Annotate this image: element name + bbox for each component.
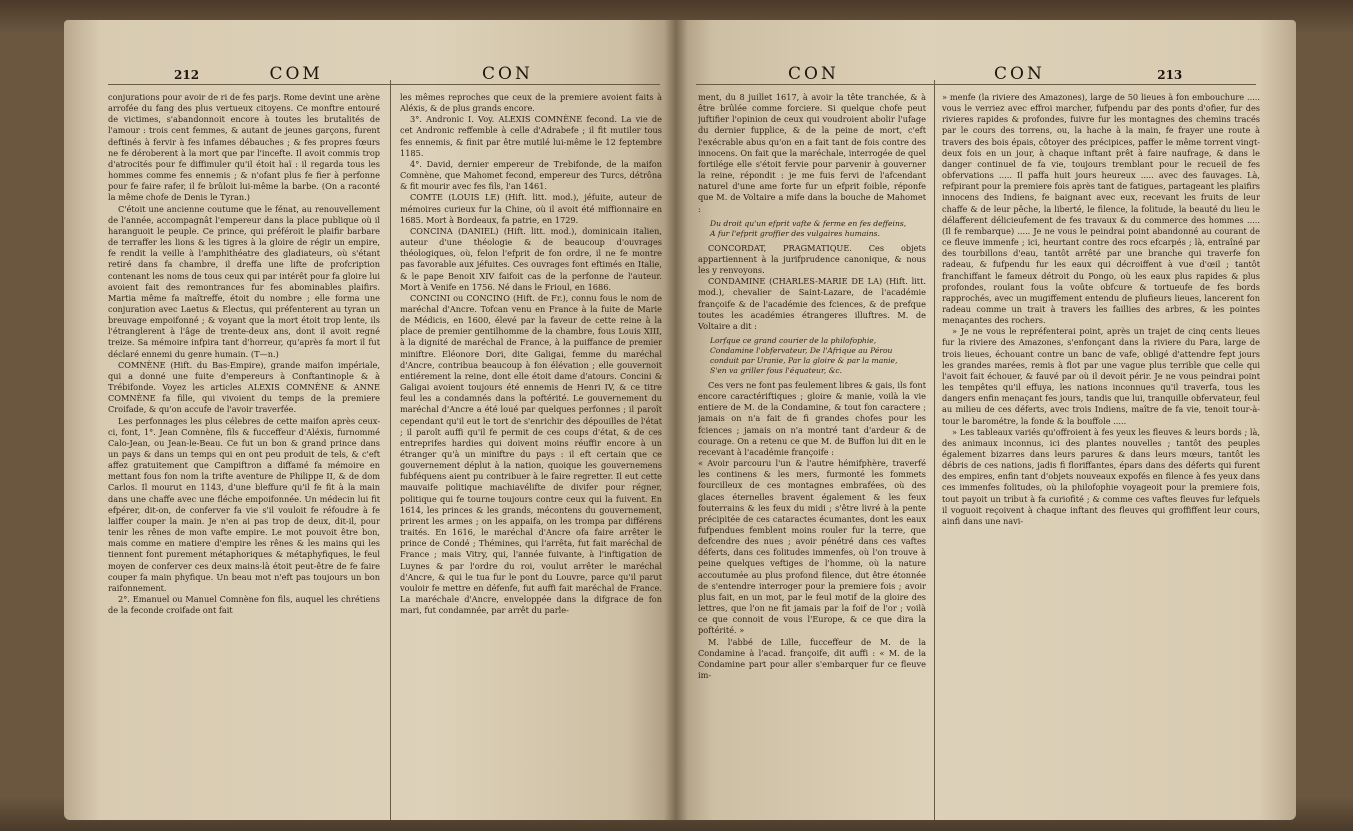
paragraph: 4°. David, dernier empereur de Trebifonde, de la maifon Comnène, que Mahomet fecond, empereur des Turcs, détrôna & fit mourir avec fes fils, l'an 1461. [400,158,662,192]
right-column-2 [942,92,1260,820]
right-column-1 [698,92,926,820]
left-header-rule [108,84,660,85]
right-page-number: 213 [1157,68,1183,82]
paragraph: CONCORDAT, PRAGMATIQUE. Ces objets appartiennent à la jurifprudence canonique, & nous les y renvoyons. [698,242,926,276]
paragraph: les mêmes reproches que ceux de la premiere avoient faits à Aléxis, & de plus grands encore. [400,92,662,114]
left-column-separator [390,80,391,820]
right-page [676,20,1296,820]
left-header-word-1: COM [269,64,323,84]
paragraph: M. l'abbé de Lille, fucceffeur de M. de la Condamine à l'acad. françoife, dit auffi : « M. de la Condamine part pour aller s'embarquer fur ce fleuve im- [698,636,926,681]
left-header-word-2: CON [482,64,533,84]
right-page-header [994,64,1182,84]
paragraph: conjurations pour avoir de ri de fes parjs. Rome devint une arène arrofée du fang des plus vertueux citoyens. Ce monftre entouré de victimes, s'abandonnoit encore à toutes les brutalités de l'amour : trois cent femmes, & autant de jeunes garçons, furent deftinés à fervir à fes infames débauches ; & fes propres fœurs ne fe déroberent à la mort que par l'incefte. Il avoit commis trop d'atrocités pour fe diffimuler qu'il étoit haï : il regarda tous les hommes comme fes ennemis ; & n'ofant plus fe fier à perfonne pour fe faire rafer, il fe brûloit lui-même la barbe. (On a raconté la même chofe de Denis le Tyran.) [108,92,380,203]
verse-quote: Lorfque ce grand courier de la philofophie, Condamine l'obfervateur, De l'Afrique au Pérou conduit par Uranie, Par la gloire & par la manie, S'en va griller fous l'équateur, &c. [710,335,898,375]
paragraph: Ces vers ne font pas feulement libres & gais, ils font encore caractériftiques ; gloire & manie, voilà la vie entiere de M. de la Condamine, & tout fon caractere ; jamais on n'a fait de fi grandes chofes pour les fciences ; jamais on n'a montré tant d'ardeur & de courage. On a retenu ce que M. de Buffon lui dit en le recevant à l'académie françoife : [698,379,926,457]
verse-quote: Du droit qu'un efprit vafte & ferme en fes deffeins, A fur l'efprit groffier des vulgaires humains. [710,218,907,238]
right-column-separator [934,80,935,820]
left-page-number: 212 [174,68,200,82]
left-column-1 [108,92,380,820]
paragraph: 2°. Emanuel ou Manuel Comnène fon fils, auquel les chrétiens de la feconde croifade ont fait [108,594,380,616]
quote-paragraph: » Les tableaux variés qu'offroient à fes yeux les fleuves & leurs bords ; là, des animaux inconnus, ici des plantes nouvelles ; tantôt des peuples également bizarres dans leurs parures & dans leurs mœurs, tantôt les débris de ces nations, jadis fi floriffantes, épars dans des déferts qui furent des empires, enfin tant d'objets nouveaux expofés en filence à fes yeux dans ces immenfes folitudes, où la philofophie voyageoit pour la premiere fois, tout payoit un tribut à fa curiofité ; & comme ces vaftes fleuves fur lefquels il voguoit reçoivent à chaque inftant des fleuves qui groffiffent leur cours, ainfi dans une navi- [942,426,1260,526]
paragraph: CONDAMINE (CHARLES-MARIE DE LA) (Hift. litt. mod.), chevalier de Saint-Lazare, de l'académie françoife & de l'académie des fciences, & de prefque toutes les académies étrangeres illuftres. M. de Voltaire a dit : [698,276,926,331]
right-header-word-2: CON [994,64,1045,84]
left-column-2 [400,92,662,820]
right-header-rule [696,84,1256,85]
paragraph: C'étoit une ancienne coutume que le fénat, au renouvellement de l'année, accompagnât l'empereur dans la place publique où il haranguoit le peuple. Ce prince, qui préféroit le plaifir barbare de terraffer les lions & les tigres à la gloire de régir un empire, fe rendit la veille à l'amphithéatre des gladiateurs, où s'étant retiré dans fa chambre, il dreffa une lifte de profcription contenant les noms de tous ceux qui par intérêt pour fa gloire lui avoient fait des remontrances fur fes abominables plaifirs. Martia même fa maîtreffe, étoit du nombre ; elle forma une conjuration avec Laetus & Electus, qui préfenterent au tyran un breuvage empoifonné ; & voyant que la mort étoit trop lente, ils l'étranglerent à l'âge de trente-deux ans, dont il avoit regné treize. Sa mémoire infpira tant d'horreur, qu'après fa mort il fut déclaré ennemi du genre humain. (T—n.) [108,203,380,359]
paragraph: 3°. Andronic I. Voy. ALEXIS COMNÈNE fecond. La vie de cet Andronic reffemble à celle d'Adrabefe ; il fit mutiler tous fes ennemis, & finit par être mutilé lui-même le 12 feptembre 1185. [400,114,662,158]
paragraph: ment, du 8 juillet 1617, à avoir la tête tranchée, & à être brûlée comme forciere. Si quelque chofe peut juftifier l'opinion de ceux qui voudroient abolir l'ufage du dernier fupplice, & de la peine de mort, c'eft l'exécrable abus qu'on en a fait tant de fois contre des innocens. On fait que la maréchale, interrogée de quel fortilége elle s'étoit fervie pour parvenir à gouverner la reine, répondit : je me fuis fervi de l'afcendant naturel d'une ame forte fur un efprit foible, réponfe que M. de Voltaire a mife dans la bouche de Mahomet : [698,92,926,214]
paragraph: Les perfonnages les plus célebres de cette maifon après ceux-ci, font, 1°. Jean Comnène, fils & fucceffeur d'Aléxis, furnommé Calo-Jean, ou Jean-le-Beau. Ce fut un bon & grand prince dans un pays & dans un temps qui en ont peu produit de tels, & c'eft affez gratuitement que Campiftron a diffamé fa mémoire en mettant fous fon nom la trifte aventure de Philippe II, & de dom Carlos. Il mourut en 1143, d'une bleffure qu'il fe fit à la main dans une chaffe avec une fléche empoifonnée. Un médecin lui fit efpérer, dit-on, de conferver fa vie s'il vouloit fe réfoudre à fe laiffer couper la main. Je n'en ai pas trop de deux, dit-il, pour tenir les rênes de mon vafte empire. Le mot pouvoit être bon, mais comme en matiere d'empire les rênes & les mains qui les tiennent font purement métaphoriques & métaphyfiques, le feul moyen de conferver ces deux mains-là étoit peut-être de fe faire couper fa main phyfique. Un beau mot n'eft pas toujours un bon raifonnement. [108,415,380,593]
quote-paragraph: » Je ne vous le repréfenterai point, après un trajet de cinq cents lieues fur la riviere des Amazones, s'enfonçant dans la riviere du Para, large de trois lieues, échouant contre un banc de vafe, obligé d'attendre fept jours les grandes marées, remis à flot par une vague plus terrible que celle qui l'avoit fait échouer, & fauvé par où il devoit périr. Je ne vous peindrai point les tempêtes qu'il effuya, les nations inconnues qu'il traverfa, tous les dangers enfin menaçant fes jours, tandis que lui, tranquille obfervateur, feul au milieu de ces déferts, avec trois Indiens, maître de fa vie, tenoit tour-à-tour le barométre, la fonde & la bouffole ..... [942,326,1260,426]
paragraph: COMNÈNE (Hift. du Bas-Empire), grande maifon impériale, qui a donné une fuite d'empereurs à Conftantinople & à Trébifonde. Voyez les articles ALEXIS COMNÈNE & ANNE COMNÈNE fa fille, qui vivoient du temps de la premiere Croifade, & qu'on accufe de l'avoir traverfée. [108,359,380,415]
quote-paragraph: « Avoir parcouru l'un & l'autre hémifphère, traverfé les continens & les mers, furmonté les fommets fourcilleux de ces montagnes embrafées, où des glaces éternelles bravent également & les feux fouterrains & les feux du midi ; s'être livré à la pente précipitée de ces cataractes écumantes, dont les eaux fufpendues femblent moins rouler fur la terre, que defcendre des nues ; avoir pénétré dans ces vaftes déferts, dans ces folitudes immenfes, où l'on trouve à peine quelques veftiges de l'homme, où la nature accoutumée au plus profond filence, dut être étonnée de s'entendre interroger pour la premiere fois ; avoir plus fait, en un mot, par le feul motif de la gloire des lettres, que l'on ne fit jamais par la foif de l'or ; voilà ce que connoit de vous l'Europe, & ce que dira la poftérité. » [698,458,926,636]
quote-paragraph: » menfe (la riviere des Amazones), large de 50 lieues à fon embouchure ..... vous le verriez avec effroi marcher, fufpendu par des ponts d'ofier, fur des rivieres rapides & profondes, fuivre fur les montagnes des chemins tracés par le cours des torrens, ou, la hache à la main, fe frayer une route à travers des bois épais, côtoyer des précipices, paffer le même torrent vingt-deux fois en un jour, à chaque inftant prêt à faire naufrage, & dans le danger continuel de fa vie, toujours tremblant pour le recueil de fes obfervations ..... Il paffa huit jours heureux ..... avec des fauvages. Là, refpirant pour la premiere fois après tant de fatigues, partageant les plaifirs innocens des Indiens, fe baignant avec eux, recevant les fruits de leur chaffe & de leur pêche, la liberté, le filence, la folitude, la beauté du lieu le délafferent délicieufement de fes travaux & du commerce des hommes ..... (Il fe rembarque) ..... Je ne vous le peindrai point abandonné au courant de ce fleuve immenfe ; ici, heurtant contre des rocs efcarpés ; là, entraîné par des tourbillons d'eau, tantôt arrêté par une branche qui traverfe fon radeau, & fufpendu fur les eaux qui décroiffent à vue d'œil ; tantôt franchiffant le fameux détroit du Pongo, où les eaux plus rapides & plus profondes, roulant fous la voûte obfcure & tortueufe de fes bords rapprochés, avec un mugiffement entendu de plufieurs lieues, lancerent fon radeau comme un trait à travers les faillies des arbres, & les pointes menaçantes des rochers. [942,92,1260,326]
paragraph: CONCINI ou CONCINO (Hift. de Fr.), connu fous le nom de maréchal d'Ancre. Tofcan venu en France à la fuite de Marie de Médicis, en 1600, élevé par la faveur de cette reine à la place de premier gentilhomme de la chambre, fous Louis XIII, à la dignité de maréchal de France, à la puiffance de premier miniftre. Eléonore Dori, dite Galigai, femme du maréchal d'Ancre, contribua beaucoup à fon élévation ; elle gouvernoit entiérement la reine, dont elle étoit dame d'atours. Concini & Galigai avoient toujours été ennemis de Henri IV, & ce titre feul les a condamnés dans la poftérité. Le gouvernement du maréchal d'Ancre a été loué par quelques perfonnes ; il paroît cependant qu'il eut le tort de s'enrichir des dépouilles de l'état ; il paroît auffi qu'il fe permit de ces coups d'état, & de ces entreprifes hardies qui doivent moins réuffir encore à un étranger qu'à un miniftre du pays : il eft certain que ce gouvernement déplut à la nation, quoique les gouvernemens fubféquens aient pu contribuer à le faire regretter. Il eut cette mauvaife politique machiavéliftе de divifer pour régner, politique qui fe tourne toujours contre ceux qui la fuivent. En 1614, les princes & les grands, mécontens du gouvernement, prirent les armes ; on les appaifa, on les trompa par différens traités. En 1616, le maréchal d'Ancre ofa faire arrêter le prince de Condé ; Thémines, qui l'arrêta, fut fait maréchal de France ; mais Vitry, qui, l'année fuivante, à l'inftigation de Luynes & par l'ordre du roi, voulut arrêter le maréchal d'Ancre, & qui le tua fur le pont du Louvre, parce qu'il parut vouloir fe mettre en défenfe, fut auffi fait maréchal de France. La maréchale d'Ancre, enveloppée dans la difgrace de fon mari, fut condamnée, par arrêt du parle- [400,292,662,616]
paragraph: COMTE (LOUIS LE) (Hift. litt. mod.), jéfuite, auteur de mémoires curieux fur la Chine, où il avoit été miffionnaire en 1685. Mort à Bordeaux, fa patrie, en 1729. [400,192,662,225]
left-page-header [174,64,323,84]
paragraph: CONCINA (DANIEL) (Hift. litt. mod.), dominicain italien, auteur d'une théologie & de beaucoup d'ouvrages théologiques, où, felon l'efprit de fon ordre, il ne fe montre pas favorable aux jéfuites. Ces ouvrages font eftimés en Italie, & le pape Benoit XIV faifoit cas de la perfonne de l'auteur. Mort à Venife en 1756. Né dans le Frioul, en 1686. [400,225,662,292]
right-header-word-1: CON [788,64,839,84]
left-page [64,20,676,820]
